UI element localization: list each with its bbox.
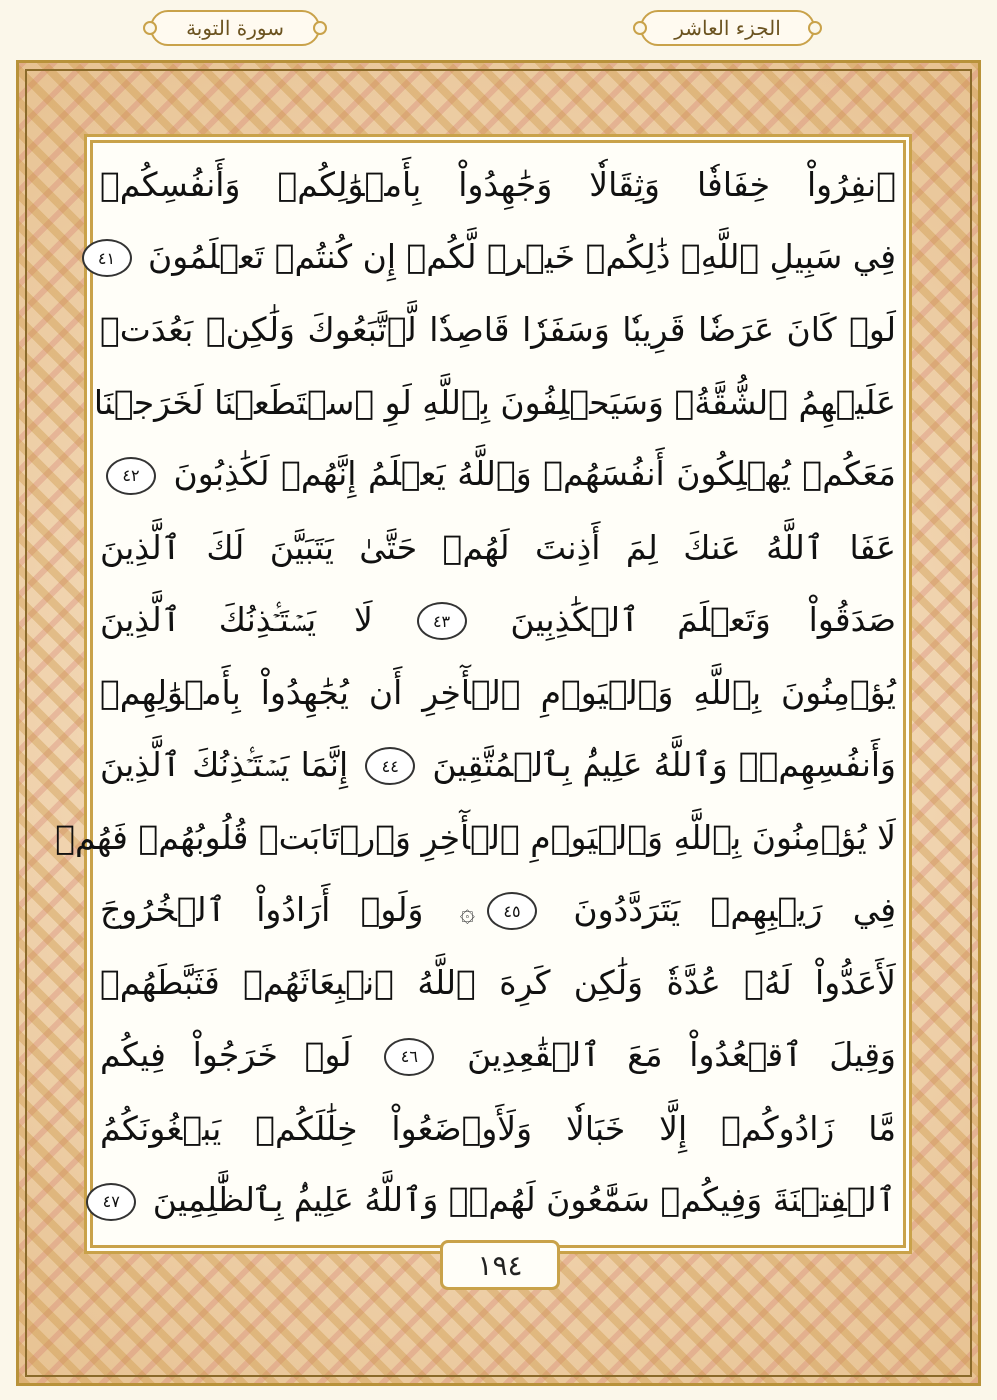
verse-text: لَا يُؤۡمِنُونَ بِٱللَّهِ وَٱلۡيَوۡمِ ٱلۡأٓخِرِ وَٱرۡتَابَتۡ قُلُوبُهُمۡ فَهُمۡ: [55, 818, 896, 858]
ayah-number-marker: ٤١: [82, 239, 132, 277]
verse-line: [100, 729, 896, 802]
verse-line: [100, 511, 896, 584]
ornament-curl: [143, 21, 157, 35]
verse-text-continued: لَا يَسۡتَـٔۡذِنُكَ ٱلَّذِينَ: [100, 599, 411, 639]
verse-line: [100, 438, 896, 511]
verse-lines: [55, 148, 896, 1237]
ayah-number-marker: ٤٥: [487, 892, 537, 930]
verse-line: [100, 584, 896, 657]
page-number-text: ١٩٤: [477, 1248, 523, 1282]
verse-line: [100, 148, 896, 221]
verse-line: [100, 656, 896, 729]
verse-text: مَعَكُمۡ يُهۡلِكُونَ أَنفُسَهُمۡ وَٱللَّهُ يَعۡلَمُ إِنَّهُمۡ لَكَٰذِبُونَ ٤٢: [100, 454, 896, 495]
hizb-mark-icon: ۞: [459, 897, 476, 928]
verse-line: [100, 947, 896, 1020]
verse-text: لَوۡ كَانَ عَرَضٗا قَرِيبٗا وَسَفَرٗا قَاصِدٗا لَّٱتَّبَعُوكَ وَلَٰكِنۢ بَعُدَتۡ: [100, 309, 896, 349]
ornament-curl: [633, 21, 647, 35]
verse-line: [55, 801, 896, 874]
verse-text: مَّا زَادُوكُمۡ إِلَّا خَبَالٗا وَلَأَوۡضَعُواْ خِلَٰلَكُمۡ يَبۡغُونَكُمُ: [100, 1108, 896, 1148]
ayah-number-marker: ٤٧: [86, 1183, 136, 1221]
verse-line: [97, 221, 896, 294]
verse-text: عَلَيۡهِمُ ٱلشُّقَّةُۚ وَسَيَحۡلِفُونَ بِٱللَّهِ لَوِ ٱسۡتَطَعۡنَا لَخَرَجۡنَا: [93, 382, 896, 422]
ornament-curl: [808, 21, 822, 35]
verse-line: [100, 293, 896, 366]
ayah-number-marker: ٤٣: [417, 602, 467, 640]
ayah-number-marker: ٤٤: [365, 747, 415, 785]
ornament-curl: [313, 21, 327, 35]
verse-text: صَدَقُواْ وَتَعۡلَمَ ٱلۡكَٰذِبِينَ ٤٣ لَا يَسۡتَـٔۡذِنُكَ ٱلَّذِينَ: [100, 599, 896, 639]
surah-name: سورة التوبة: [186, 16, 284, 40]
verse-line: [100, 1092, 896, 1165]
verse-text-continued: إِنَّمَا يَسۡتَـٔۡذِنُكَ ٱلَّذِينَ: [100, 744, 360, 784]
verse-line: [100, 1019, 896, 1092]
verse-text: ٱلۡفِتۡنَةَ وَفِيكُمۡ سَمَّٰعُونَ لَهُمۡۗ وَٱللَّهُ عَلِيمُۢ بِٱلظَّٰلِمِينَ ٤٧: [100, 1180, 896, 1221]
page-number: [440, 1240, 560, 1290]
verse-text: وَأَنفُسِهِمۡۗ وَٱللَّهُ عَلِيمُۢ بِٱلۡمُتَّقِينَ ٤٤ إِنَّمَا يَسۡتَـٔۡذِنُكَ ٱلَّذِينَ: [100, 744, 896, 784]
verse-text: يُؤۡمِنُونَ بِٱللَّهِ وَٱلۡيَوۡمِ ٱلۡأٓخِرِ أَن يُجَٰهِدُواْ بِأَمۡوَٰلِهِمۡ: [100, 672, 896, 712]
verse-text: وَقِيلَ ٱقۡعُدُواْ مَعَ ٱلۡقَٰعِدِينَ ٤٦ لَوۡ خَرَجُواْ فِيكُم: [100, 1035, 896, 1075]
verse-text-continued: وَلَوۡ أَرَادُواْ ٱلۡخُرُوجَ: [100, 889, 454, 929]
juz-name: الجزء العاشر: [674, 16, 781, 40]
verse-line: [93, 366, 896, 439]
verse-line: [100, 874, 896, 947]
verse-text: فِي رَيۡبِهِمۡ يَتَرَدَّدُونَ ٤٥۞ وَلَوۡ أَرَادُواْ ٱلۡخُرُوجَ: [100, 889, 896, 929]
verse-text-continued: لَوۡ خَرَجُواْ فِيكُم: [100, 1035, 379, 1075]
verse-text: لَأَعَدُّواْ لَهُۥ عُدَّةٗ وَلَٰكِن كَرِهَ ٱللَّهُ ٱنۢبِعَاثَهُمۡ فَثَبَّطَهُمۡ: [100, 963, 896, 1003]
verse-text: فِي سَبِيلِ ٱللَّهِۚ ذَٰلِكُمۡ خَيۡرٞ لَّكُمۡ إِن كُنتُمۡ تَعۡلَمُونَ ٤١: [100, 237, 896, 278]
surah-name-badge: [150, 10, 320, 46]
verse-text: عَفَا ٱللَّهُ عَنكَ لِمَ أَذِنتَ لَهُمۡ حَتَّىٰ يَتَبَيَّنَ لَكَ ٱلَّذِينَ: [100, 527, 896, 567]
ayah-number-marker: ٤٦: [384, 1038, 434, 1076]
verse-line: [100, 1164, 896, 1237]
verse-text: ٱنفِرُواْ خِفَافٗا وَثِقَالٗا وَجَٰهِدُواْ بِأَمۡوَٰلِكُمۡ وَأَنفُسِكُمۡ: [100, 164, 896, 204]
ayah-number-marker: ٤٢: [106, 457, 156, 495]
juz-name-badge: [640, 10, 815, 46]
